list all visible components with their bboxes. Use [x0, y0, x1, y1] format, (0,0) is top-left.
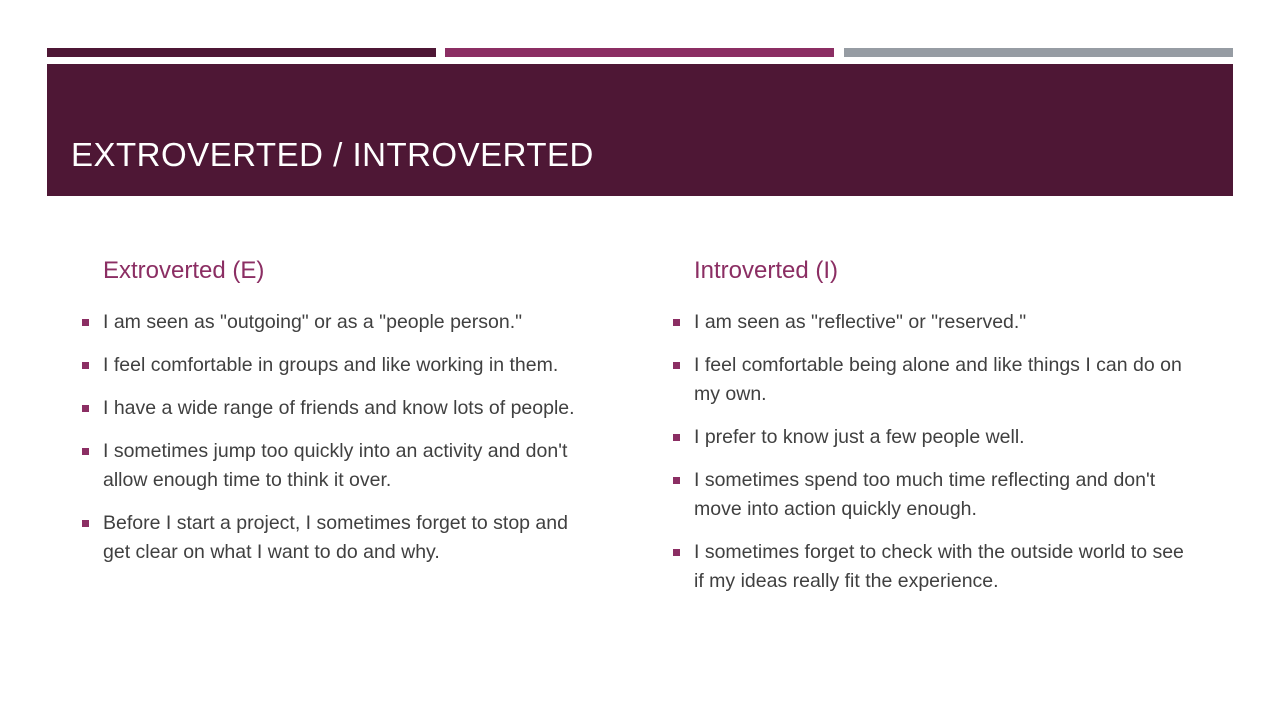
title-band: [47, 64, 1233, 196]
square-bullet-icon: [673, 549, 680, 556]
header-stripe-magenta: [445, 48, 834, 57]
bullet-item: [671, 538, 1191, 596]
bullet-item: [671, 351, 1191, 409]
bullet-text: I am seen as "outgoing" or as a "people person.": [103, 311, 523, 333]
extroverted-heading: Extroverted (E): [103, 257, 265, 284]
square-bullet-icon: [673, 362, 680, 369]
square-bullet-icon: [673, 434, 680, 441]
bullet-text: I have a wide range of friends and know lots of people.: [103, 397, 575, 419]
square-bullet-icon: [82, 319, 89, 326]
bullet-item: [80, 308, 600, 337]
introverted-column: [671, 256, 1191, 610]
header-stripe-gray: [844, 48, 1233, 57]
bullet-text: I feel comfortable being alone and like things I can do on my own.: [694, 354, 1182, 405]
square-bullet-icon: [82, 520, 89, 527]
bullet-item: [671, 466, 1191, 524]
bullet-item: [80, 509, 600, 567]
bullet-text: I sometimes forget to check with the outside world to see if my ideas really fit the experience.: [694, 541, 1184, 592]
introverted-heading: Introverted (I): [694, 257, 839, 284]
bullet-item: [80, 394, 600, 423]
square-bullet-icon: [82, 448, 89, 455]
square-bullet-icon: [673, 319, 680, 326]
bullet-item: [80, 351, 600, 380]
square-bullet-icon: [82, 405, 89, 412]
bullet-text: I prefer to know just a few people well.: [694, 426, 1025, 448]
bullet-text: I sometimes spend too much time reflecting and don't move into action quickly enough.: [694, 469, 1156, 520]
introverted-bullet-list: [671, 308, 1191, 596]
slide-title: EXTROVERTED / INTROVERTED: [71, 136, 594, 173]
extroverted-column: [80, 256, 600, 581]
bullet-item: [671, 308, 1191, 337]
extroverted-bullet-list: [80, 308, 600, 567]
bullet-item: [80, 437, 600, 495]
bullet-text: Before I start a project, I sometimes forget to stop and get clear on what I want to do and why.: [103, 512, 568, 563]
bullet-text: I sometimes jump too quickly into an activity and don't allow enough time to think it over.: [103, 440, 568, 491]
bullet-item: [671, 423, 1191, 452]
square-bullet-icon: [82, 362, 89, 369]
square-bullet-icon: [673, 477, 680, 484]
header-stripe-dark: [47, 48, 436, 57]
bullet-text: I am seen as "reflective" or "reserved.": [694, 311, 1027, 333]
bullet-text: I feel comfortable in groups and like working in them.: [103, 354, 559, 376]
